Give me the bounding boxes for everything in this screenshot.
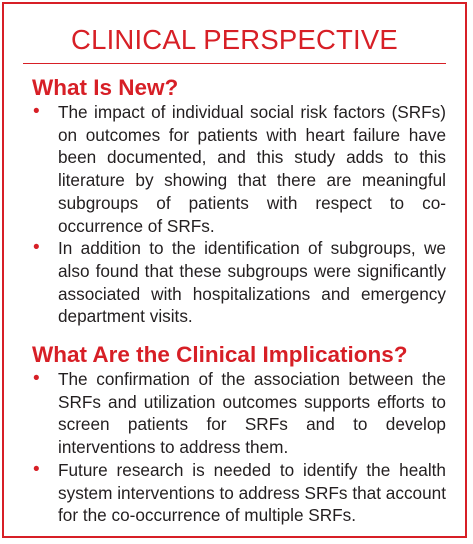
bullet-icon: •	[33, 237, 40, 259]
bullet-text: The confirmation of the association between the SRFs and utilization outcomes supports efforts to screen patients for SRFs and to develop interventions to address them.	[58, 369, 446, 458]
section-heading-what-is-new: What Is New?	[32, 75, 179, 100]
section-heading-clinical-implications: What Are the Clinical Implications?	[32, 342, 408, 367]
list-item	[32, 237, 446, 328]
clinical-implications-list	[32, 368, 446, 527]
box-title: CLINICAL PERSPECTIVE	[71, 24, 398, 55]
title-divider	[23, 63, 446, 64]
list-item	[32, 368, 446, 459]
bullet-icon: •	[33, 458, 40, 480]
bullet-icon: •	[33, 368, 40, 389]
bullet-icon: •	[33, 101, 40, 122]
list-item	[32, 101, 446, 237]
bullet-text: Future research is needed to identify the health system interventions to address SRFs that account for the co-occurrence of multiple SRFs.	[58, 459, 446, 526]
bullet-text: In addition to the identification of subgroups, we also found that these subgroups were significantly associated with hospitalizations and emergency department visits.	[58, 238, 446, 327]
bullet-text: The impact of individual social risk factors (SRFs) on outcomes for patients with heart failure have been documented, and this study adds to this literature by showing that there are meaningful subgroups of patients with respect to co-occurrence of SRFs.	[58, 102, 446, 236]
clinical-perspective-box	[2, 2, 467, 538]
list-item	[32, 459, 446, 527]
what-is-new-list	[32, 101, 446, 328]
